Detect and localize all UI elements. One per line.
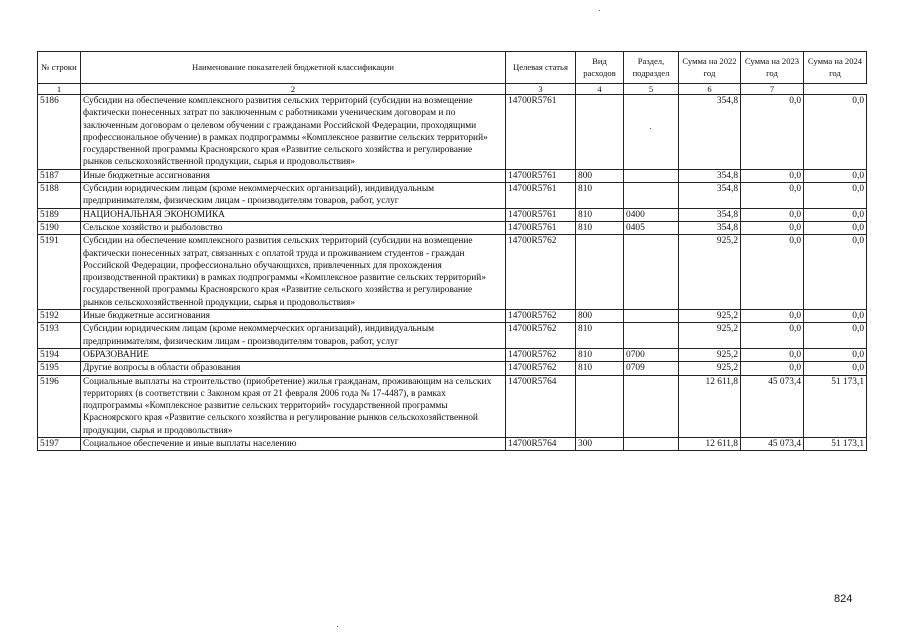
row-number: 5188 xyxy=(38,183,81,209)
scan-speck xyxy=(337,626,338,627)
header-row xyxy=(38,52,867,84)
row-name: Субсидии на обеспечение комплексного развития сельских территорий (субсидии на возмещение фактически понесенных затрат, связанных с оплатой труда и проживанием студентов - граждан Российской Федерации, профессионально обучающихся, привлеченных для прохождения производственной практики) в рамках подпрограммы «Комплексное развитие сельских территорий» государственной программы Красноярского края «Развитие сельского хозяйства и регулирование рынков сельскохозяйственной продукции, сырья и продовольствия» xyxy=(81,235,506,310)
row-expense-kind: 810 xyxy=(576,208,624,221)
row-section xyxy=(624,95,679,170)
row-name: Субсидии юридическим лицам (кроме некоммерческих организаций), индивидуальным предпринимателям, физическим лицам - производителям товаров, работ, услуг xyxy=(81,183,506,209)
row-section xyxy=(624,438,679,451)
row-expense-kind: 810 xyxy=(576,348,624,361)
row-sum-2023: 0,0 xyxy=(741,169,804,182)
table-row xyxy=(38,438,867,451)
row-name: Сельское хозяйство и рыболовство xyxy=(81,221,506,234)
row-expense-kind: 810 xyxy=(576,183,624,209)
row-expense-kind xyxy=(576,375,624,437)
header-row-no: № строки xyxy=(38,52,81,84)
header-code: Целевая статья xyxy=(506,52,576,84)
row-sum-2024: 0,0 xyxy=(804,348,867,361)
row-target-code: 14700R5761 xyxy=(506,169,576,182)
row-section xyxy=(624,323,679,349)
row-number: 5187 xyxy=(38,169,81,182)
header-sum-2023: Сумма на 2023 год xyxy=(741,52,804,84)
row-section: 0700 xyxy=(624,348,679,361)
row-sum-2023: 0,0 xyxy=(741,183,804,209)
column-number: 5 xyxy=(624,84,679,95)
row-target-code: 14700R5761 xyxy=(506,221,576,234)
column-number-row xyxy=(38,84,867,95)
column-number: 4 xyxy=(576,84,624,95)
row-section xyxy=(624,169,679,182)
row-sum-2024: 0,0 xyxy=(804,95,867,170)
row-sum-2023: 0,0 xyxy=(741,235,804,310)
row-expense-kind: 800 xyxy=(576,169,624,182)
row-sum-2022: 925,2 xyxy=(679,235,741,310)
row-target-code: 14700R5762 xyxy=(506,362,576,375)
table-row xyxy=(38,221,867,234)
row-number: 5195 xyxy=(38,362,81,375)
row-number: 5196 xyxy=(38,375,81,437)
table-row xyxy=(38,235,867,310)
row-number: 5193 xyxy=(38,323,81,349)
row-name: Социальное обеспечение и иные выплаты населению xyxy=(81,438,506,451)
row-number: 5186 xyxy=(38,95,81,170)
column-number: 3 xyxy=(506,84,576,95)
table-row xyxy=(38,310,867,323)
row-expense-kind: 800 xyxy=(576,310,624,323)
row-sum-2024: 0,0 xyxy=(804,310,867,323)
row-number: 5194 xyxy=(38,348,81,361)
row-section xyxy=(624,235,679,310)
row-number: 5189 xyxy=(38,208,81,221)
row-name: ОБРАЗОВАНИЕ xyxy=(81,348,506,361)
row-sum-2022: 354,8 xyxy=(679,169,741,182)
row-sum-2022: 354,8 xyxy=(679,221,741,234)
row-expense-kind: 810 xyxy=(576,323,624,349)
row-sum-2023: 0,0 xyxy=(741,310,804,323)
row-section: 0405 xyxy=(624,221,679,234)
row-sum-2022: 354,8 xyxy=(679,183,741,209)
row-sum-2024: 51 173,1 xyxy=(804,375,867,437)
row-section xyxy=(624,375,679,437)
row-sum-2024: 0,0 xyxy=(804,323,867,349)
row-sum-2023: 0,0 xyxy=(741,348,804,361)
row-expense-kind: 810 xyxy=(576,362,624,375)
row-expense-kind xyxy=(576,95,624,170)
row-number: 5191 xyxy=(38,235,81,310)
row-name: Социальные выплаты на строительство (приобретение) жилья гражданам, проживающим на сельских территориях (в соответствии с Законом края от 21 февраля 2006 года № 17-4487), в рамках подпрограммы «Комплексное развитие сельских территорий» государственной программы Красноярского края «Развитие сельского хозяйства и регулирование рынков сельскохозяйственной продукции, сырья и продовольствия» xyxy=(81,375,506,437)
table-row xyxy=(38,169,867,182)
row-target-code: 14700R5762 xyxy=(506,348,576,361)
row-sum-2024: 0,0 xyxy=(804,208,867,221)
row-name: Субсидии на обеспечение комплексного развития сельских территорий (субсидии на возмещение фактически понесенных затрат по заключенным с работниками ученическим договорам и по заключенным договорам о целевом обучении с гражданами Российской Федерации, проходящими профессиональное обучение) в рамках подпрограммы «Комплексное развитие сельских территорий» государственной программы Красноярского края «Развитие сельского хозяйства и регулирование рынков сельскохозяйственной продукции, сырья и продовольствия» xyxy=(81,95,506,170)
column-number: 1 xyxy=(38,84,81,95)
row-target-code: 14700R5764 xyxy=(506,375,576,437)
row-sum-2023: 45 073,4 xyxy=(741,375,804,437)
row-expense-kind: 810 xyxy=(576,221,624,234)
row-sum-2022: 354,8 xyxy=(679,208,741,221)
header-name: Наименование показателей бюджетной классификации xyxy=(81,52,506,84)
row-expense-kind: 300 xyxy=(576,438,624,451)
row-target-code: 14700R5762 xyxy=(506,323,576,349)
row-sum-2023: 0,0 xyxy=(741,323,804,349)
row-sum-2023: 45 073,4 xyxy=(741,438,804,451)
table-row xyxy=(38,348,867,361)
column-number: 7 xyxy=(741,84,804,95)
budget-table xyxy=(37,51,867,451)
row-number: 5190 xyxy=(38,221,81,234)
table-row xyxy=(38,183,867,209)
row-expense-kind xyxy=(576,235,624,310)
row-target-code: 14700R5762 xyxy=(506,310,576,323)
row-section xyxy=(624,183,679,209)
row-name: Другие вопросы в области образования xyxy=(81,362,506,375)
page-number: 824 xyxy=(834,593,853,605)
row-sum-2024: 0,0 xyxy=(804,169,867,182)
row-name: Субсидии юридическим лицам (кроме некоммерческих организаций), индивидуальным предпринимателям, физическим лицам - производителям товаров, работ, услуг xyxy=(81,323,506,349)
row-sum-2022: 925,2 xyxy=(679,323,741,349)
table-row xyxy=(38,362,867,375)
row-sum-2024: 0,0 xyxy=(804,362,867,375)
row-target-code: 14700R5761 xyxy=(506,95,576,170)
row-sum-2023: 0,0 xyxy=(741,221,804,234)
header-sum-2022: Сумма на 2022 год xyxy=(679,52,741,84)
row-sum-2022: 925,2 xyxy=(679,348,741,361)
row-sum-2022: 12 611,8 xyxy=(679,375,741,437)
row-section: 0400 xyxy=(624,208,679,221)
column-number: 2 xyxy=(81,84,506,95)
header-sum-2024: Сумма на 2024 год xyxy=(804,52,867,84)
table-row xyxy=(38,323,867,349)
row-sum-2024: 0,0 xyxy=(804,221,867,234)
row-sum-2022: 354,8 xyxy=(679,95,741,170)
row-number: 5192 xyxy=(38,310,81,323)
row-section xyxy=(624,310,679,323)
row-name: Иные бюджетные ассигнования xyxy=(81,169,506,182)
row-sum-2024: 0,0 xyxy=(804,183,867,209)
row-sum-2023: 0,0 xyxy=(741,362,804,375)
header-kind: Вид расходов xyxy=(576,52,624,84)
row-target-code: 14700R5761 xyxy=(506,183,576,209)
row-sum-2022: 12 611,8 xyxy=(679,438,741,451)
table-row xyxy=(38,95,867,170)
row-sum-2023: 0,0 xyxy=(741,95,804,170)
row-name: Иные бюджетные ассигнования xyxy=(81,310,506,323)
row-section: 0709 xyxy=(624,362,679,375)
row-target-code: 14700R5762 xyxy=(506,235,576,310)
row-sum-2022: 925,2 xyxy=(679,310,741,323)
header-section: Раздел, подраздел xyxy=(624,52,679,84)
row-sum-2024: 51 173,1 xyxy=(804,438,867,451)
row-sum-2023: 0,0 xyxy=(741,208,804,221)
row-sum-2022: 925,2 xyxy=(679,362,741,375)
table-row xyxy=(38,375,867,437)
row-name: НАЦИОНАЛЬНАЯ ЭКОНОМИКА xyxy=(81,208,506,221)
row-target-code: 14700R5764 xyxy=(506,438,576,451)
scan-speck xyxy=(650,128,651,129)
row-number: 5197 xyxy=(38,438,81,451)
row-target-code: 14700R5761 xyxy=(506,208,576,221)
row-sum-2024: 0,0 xyxy=(804,235,867,310)
column-number: 6 xyxy=(679,84,741,95)
scan-speck xyxy=(599,10,600,11)
table-row xyxy=(38,208,867,221)
